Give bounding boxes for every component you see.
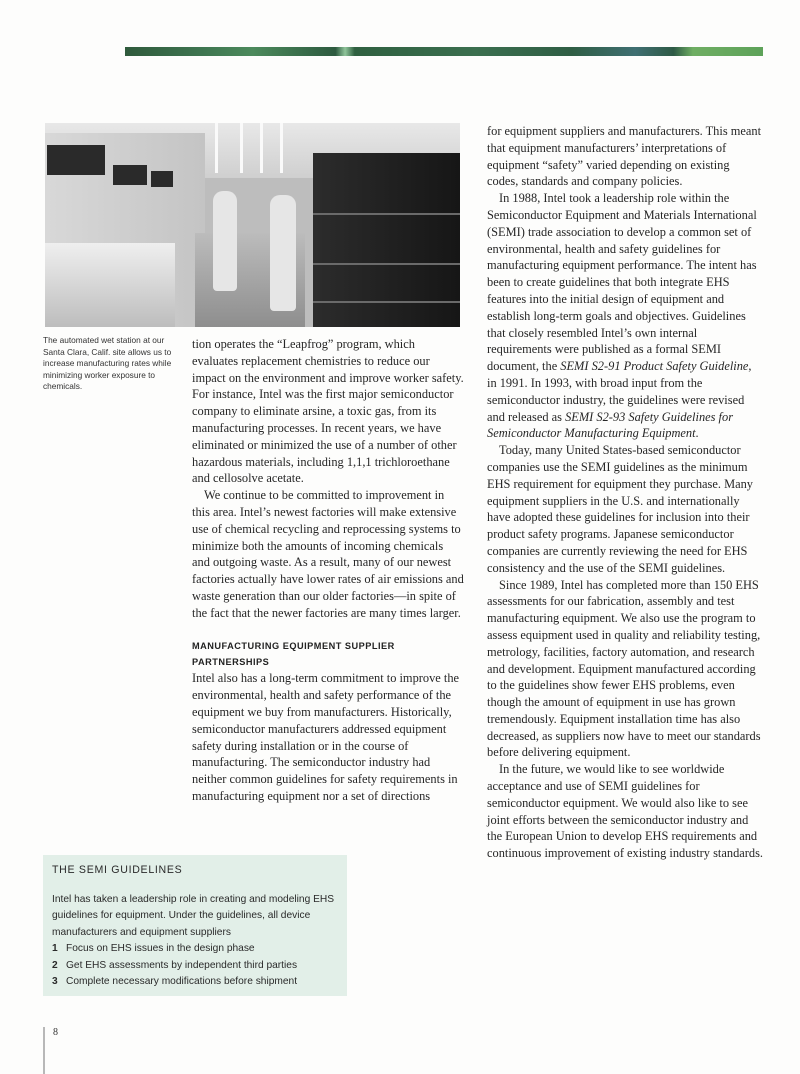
- list-item: [52, 958, 338, 974]
- list-number: 1: [52, 943, 58, 955]
- list-number: 3: [52, 976, 58, 988]
- body-paragraph: We continue to be committed to improvement in this area. Intel’s newest factories will make extensive use of chemical recycling and reprocessing systems to minimize both the amounts of incoming chemicals and outgoing waste. As a result, many of our newest factories actually have lower rates of air emissions and waste generation than our older factories—in spite of the fact that the newer factories are many times larger.: [192, 488, 464, 620]
- box-body: Intel has taken a leadership role in creating and modeling EHS guidelines for equipment. Under the guidelines, all device manufacturers and equipment suppliers: [52, 894, 335, 938]
- semi-guidelines-box: [43, 855, 347, 996]
- text-span: , in 1991. In 1993, with broad input from the semiconductor industry, the guidelines were revised and released as: [487, 359, 752, 424]
- list-text: Get EHS assessments by independent third parties: [66, 959, 298, 971]
- page-margin-rule: [43, 1027, 45, 1074]
- page-number: 8: [53, 1027, 58, 1038]
- photo-caption: The automated wet station at our Santa Clara, Calif. site allows us to increase manufacturing rates while minimizing worker exposure to chemicals.: [43, 335, 172, 392]
- photo-control-panel: [113, 165, 147, 185]
- text-span: .: [695, 426, 699, 441]
- cleanroom-photo: [45, 123, 460, 327]
- photo-worker: [270, 195, 296, 311]
- body-paragraph: Intel also has a long-term commitment to improve the environmental, health and safety performance of the equipment we buy from manufacturers. Historically, semiconductor manufacturers addressed equipment safety during installation or in the course of manufacturing. The semiconductor industry had neither common guidelines for safety requirements in manufacturing equipment nor a set of directions: [192, 671, 460, 803]
- list-text: Complete necessary modifications before shipment: [66, 976, 298, 988]
- body-paragraph: tion operates the “Leapfrog” program, which evaluates replacement chemistries to reduce our impact on the environment and improve worker safety. For instance, Intel was the first major semiconductor company to eliminate arsine, a toxic gas, from its manufacturing processes. In recent years, we have eliminated or minimized the use of a number of other hazardous materials, including 1,1,1 trichloroethane and cellosolve acetate.: [192, 337, 464, 486]
- document-title-italic: SEMI S2-91 Product Safety Guideline: [560, 359, 749, 374]
- photo-ceiling-light: [260, 123, 263, 173]
- photo-control-panel: [151, 171, 173, 187]
- list-item: [52, 974, 338, 990]
- photo-control-panel: [47, 145, 105, 175]
- right-column: [487, 123, 763, 862]
- body-paragraph: Since 1989, Intel has completed more than 150 EHS assessments for our fabrication, assembly and test manufacturing equipment. We also use the program to assess equipment used in quality and reliability testing, metrology, facilities, factory automation, and research and development. Equipment manufactured according to the guidelines show fewer EHS problems, even though the amount of equipment in use has grown tremendously. Equipment installation time has also decreased, as suppliers now have to meet our standards before delivering equipment.: [487, 577, 761, 760]
- document-title-italic: SEMI S2-93 Safety Guidelines for Semiconductor Manufacturing Equipment: [487, 409, 734, 441]
- photo-ceiling-light: [280, 123, 283, 173]
- body-paragraph: In the future, we would like to see worldwide acceptance and use of SEMI guidelines for semiconductor equipment. We would also like to see joint efforts between the semiconductor industry and the European Union to develop EHS requirements and continuous improvement of existing industry standards.: [487, 762, 764, 861]
- body-paragraph: for equipment suppliers and manufacturers. This meant that equipment manufacturers’ interpretations of equipment “safety” varied depending on existing codes, standards and company policies.: [487, 124, 762, 189]
- list-item: [52, 941, 338, 957]
- photo-wet-bench: [45, 243, 175, 327]
- middle-column: [192, 336, 464, 805]
- text-span: In 1988, Intel took a leadership role within the Semiconductor Equipment and Materials International (SEMI) trade association to develop a common set of environmental, health and safety guidelines for manufacturing equipment performance. The intent has been to create guidelines that both integrate EHS features into the initial design of equipment and establish long-term goals and objectives. Guidelines that closely resembled Intel’s own internal requirements were published as a formal SEMI document, the: [487, 191, 757, 374]
- photo-rack-shelf: [313, 213, 460, 215]
- box-title: THE SEMI GUIDELINES: [52, 864, 183, 876]
- photo-ceiling-light: [240, 123, 243, 173]
- body-paragraph: [487, 190, 763, 442]
- list-text: Focus on EHS issues in the design phase: [66, 943, 255, 955]
- photo-rack-shelf: [313, 263, 460, 265]
- photo-ceiling-light: [215, 123, 218, 173]
- photo-rack-shelf: [313, 301, 460, 303]
- section-heading: MANUFACTURING EQUIPMENT SUPPLIER PARTNERSHIPS: [192, 640, 395, 667]
- decorative-header-bar: [125, 47, 763, 56]
- photo-worker: [213, 191, 237, 291]
- body-paragraph: Today, many United States-based semiconductor companies use the SEMI guidelines as the minimum EHS requirement for equipment they purchase. Many equipment suppliers in the U.S. and internationally have adopted these guidelines for inclusion into their product safety programs. Japanese semiconductor companies are currently reviewing the need for EHS consistency and the use of the SEMI guidelines.: [487, 443, 753, 575]
- list-number: 2: [52, 959, 58, 971]
- guidelines-list: [52, 941, 338, 990]
